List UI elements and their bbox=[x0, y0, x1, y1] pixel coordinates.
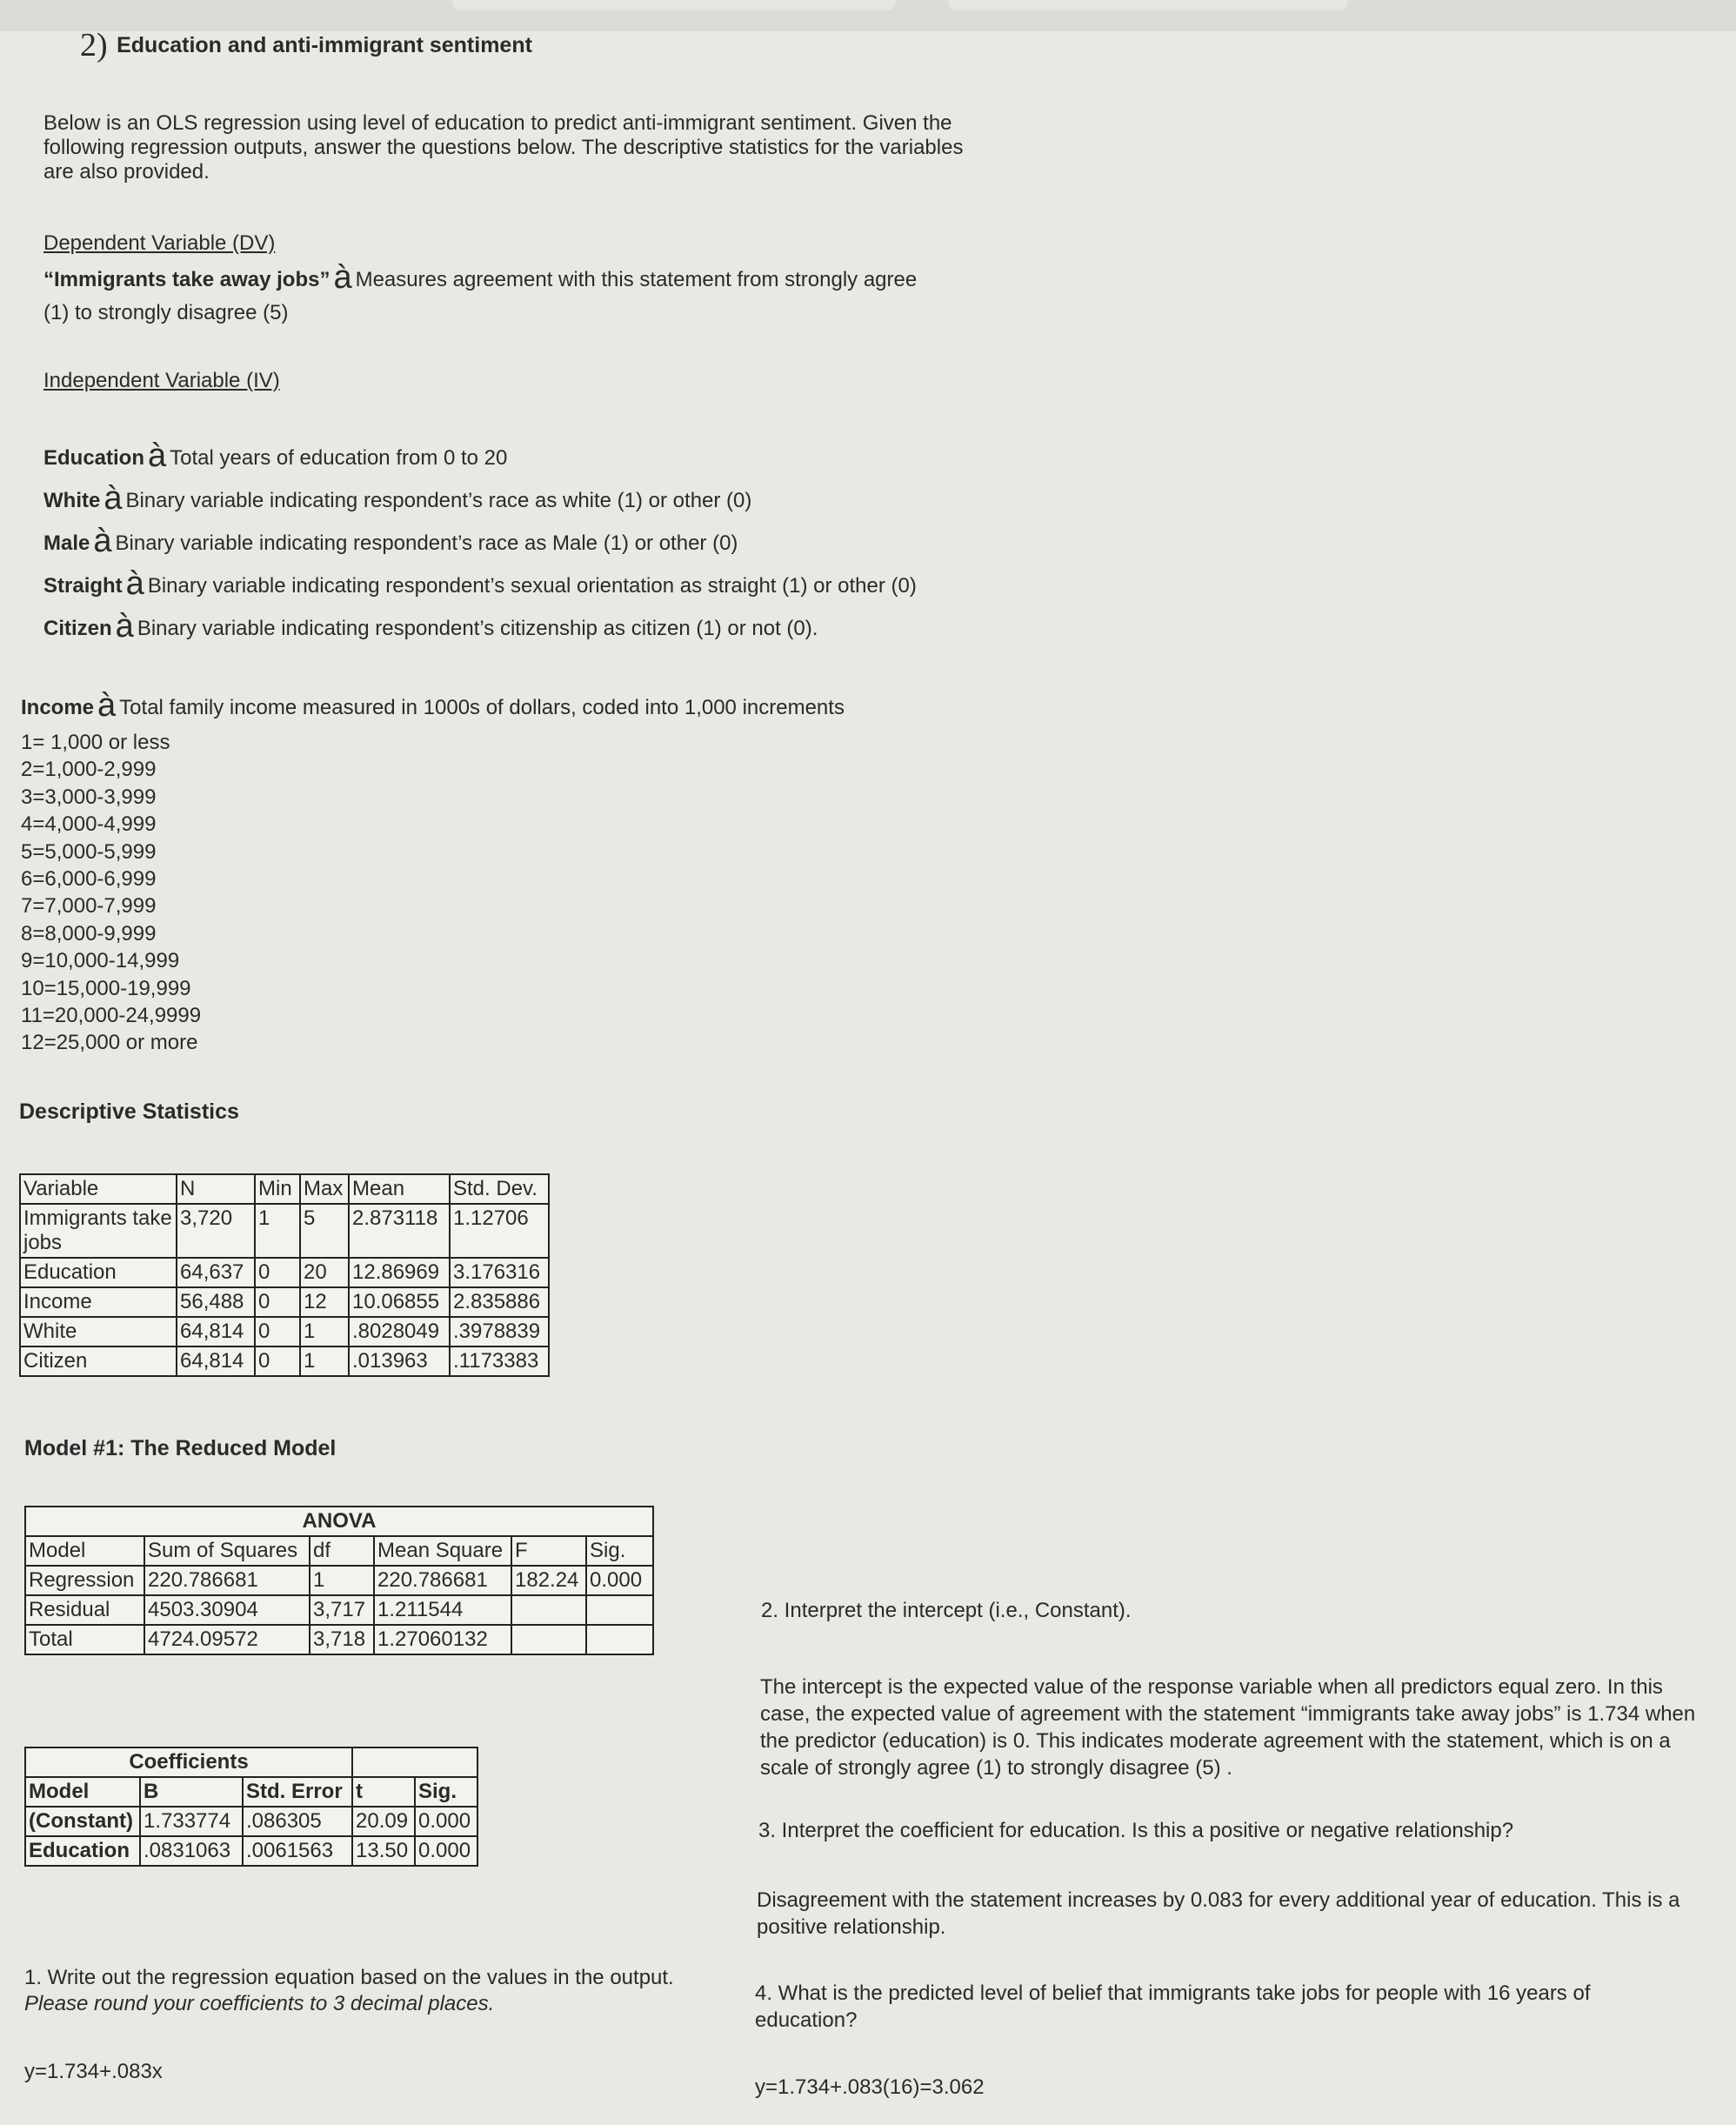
table-cell: Citizen bbox=[20, 1347, 177, 1376]
header-cell: t bbox=[352, 1777, 415, 1807]
table-cell: White bbox=[20, 1317, 177, 1347]
table-row bbox=[25, 1625, 653, 1654]
header-cell: Model bbox=[25, 1777, 140, 1807]
table-cell: 220.786681 bbox=[374, 1566, 511, 1595]
header-cell: Variable bbox=[20, 1174, 177, 1204]
header-cell: Model bbox=[25, 1536, 144, 1566]
iv-desc: Binary variable indicating respondent’s race as Male (1) or other (0) bbox=[115, 531, 738, 555]
q1-instruction: Please round your coefficients to 3 decimal places. bbox=[24, 1992, 495, 2015]
table-row bbox=[20, 1258, 549, 1287]
table-cell: Education bbox=[20, 1258, 177, 1287]
table-cell bbox=[511, 1595, 586, 1625]
income-code: 5=5,000-5,999 bbox=[21, 839, 157, 864]
header-cell: Sig. bbox=[415, 1777, 477, 1807]
table-cell: 0.000 bbox=[415, 1807, 477, 1836]
table-cell: 3,718 bbox=[310, 1625, 374, 1654]
descriptives-table bbox=[19, 1173, 550, 1377]
table-cell bbox=[511, 1625, 586, 1654]
arrow-glyph: à bbox=[333, 259, 352, 296]
table-cell: 0 bbox=[255, 1287, 300, 1317]
iv-item-citizen bbox=[43, 608, 818, 645]
header-cell: Std. Dev. bbox=[450, 1174, 549, 1204]
iv-desc: Total years of education from 0 to 20 bbox=[170, 446, 508, 470]
table-cell: .8028049 bbox=[349, 1317, 450, 1347]
arrow-glyph: à bbox=[93, 523, 112, 559]
table-row bbox=[25, 1836, 477, 1866]
table-cell: .1173383 bbox=[450, 1347, 549, 1376]
income-code: 7=7,000-7,999 bbox=[21, 894, 157, 919]
iv-name: Male bbox=[43, 531, 90, 555]
q1-answer: y=1.734+.083x bbox=[24, 2060, 163, 2083]
income-code: 3=3,000-3,999 bbox=[21, 785, 157, 809]
dv-line bbox=[43, 259, 917, 297]
table-cell: 182.24 bbox=[511, 1566, 586, 1595]
table-cell: 12.86969 bbox=[349, 1258, 450, 1287]
income-code: 8=8,000-9,999 bbox=[21, 921, 157, 946]
income-code: 11=20,000-24,9999 bbox=[21, 1004, 202, 1028]
section-title bbox=[80, 26, 532, 64]
header-cell: Sig. bbox=[586, 1536, 653, 1566]
top-tab-shape bbox=[948, 0, 1348, 10]
table-row bbox=[25, 1566, 653, 1595]
anova-caption: ANOVA bbox=[25, 1507, 653, 1536]
table-cell: Regression bbox=[25, 1566, 144, 1595]
iv-name: Citizen bbox=[43, 617, 112, 640]
income-desc: Total family income measured in 1000s of dollars, coded into 1,000 increments bbox=[119, 696, 845, 719]
iv-item-male bbox=[43, 523, 738, 560]
iv-desc: Binary variable indicating respondent’s citizenship as citizen (1) or not (0). bbox=[137, 617, 818, 640]
table-cell: Income bbox=[20, 1287, 177, 1317]
q4-text: 4. What is the predicted level of belief that immigrants take jobs for people with 16 years of education? bbox=[755, 1981, 1591, 2032]
table-cell: 1 bbox=[255, 1204, 300, 1258]
top-tab-shape bbox=[452, 0, 896, 10]
table-cell: 0 bbox=[255, 1317, 300, 1347]
table-cell: Immigrants take jobs bbox=[20, 1204, 177, 1258]
table-cell: 3,717 bbox=[310, 1595, 374, 1625]
iv-name: Straight bbox=[43, 574, 123, 598]
header-cell: Mean bbox=[349, 1174, 450, 1204]
iv-item-education bbox=[43, 438, 507, 475]
table-cell: .086305 bbox=[243, 1807, 352, 1836]
caption-spacer-cell bbox=[352, 1747, 477, 1777]
table-cell: 0.000 bbox=[586, 1566, 653, 1595]
table-header-row bbox=[25, 1777, 477, 1807]
table-cell: 10.06855 bbox=[349, 1287, 450, 1317]
coefficients-table bbox=[24, 1747, 478, 1867]
iv-heading: Independent Variable (IV) bbox=[43, 369, 280, 392]
iv-desc: Binary variable indicating respondent’s race as white (1) or other (0) bbox=[125, 489, 752, 512]
iv-name: White bbox=[43, 489, 101, 512]
q1-text: 1. Write out the regression equation based on the values in the output. bbox=[24, 1966, 674, 1989]
iv-name: Education bbox=[43, 446, 145, 470]
table-cell: 0.000 bbox=[415, 1836, 477, 1866]
header-cell: Max bbox=[300, 1174, 349, 1204]
table-cell: 56,488 bbox=[177, 1287, 255, 1317]
header-cell: Std. Error bbox=[243, 1777, 352, 1807]
table-caption-row bbox=[25, 1507, 653, 1536]
table-cell: 1 bbox=[300, 1347, 349, 1376]
section-number: 2) bbox=[80, 27, 108, 63]
table-cell: 1.12706 bbox=[450, 1204, 549, 1258]
table-cell: 4724.09572 bbox=[144, 1625, 310, 1654]
income-code: 10=15,000-19,999 bbox=[21, 976, 191, 1000]
table-cell: 64,637 bbox=[177, 1258, 255, 1287]
arrow-glyph: à bbox=[115, 608, 134, 645]
dv-desc: Measures agreement with this statement from strongly agree bbox=[355, 268, 918, 291]
dv-heading: Dependent Variable (DV) bbox=[43, 231, 276, 255]
table-cell: 0 bbox=[255, 1258, 300, 1287]
table-cell: 20.09 bbox=[352, 1807, 415, 1836]
table-row bbox=[20, 1347, 549, 1376]
table-cell: 1 bbox=[300, 1317, 349, 1347]
table-cell: .3978839 bbox=[450, 1317, 549, 1347]
table-cell: 3,720 bbox=[177, 1204, 255, 1258]
q3-text: 3. Interpret the coefficient for education. Is this a positive or negative relationship? bbox=[758, 1819, 1514, 1842]
intro-paragraph: Below is an OLS regression using level of education to predict anti-immigrant sentiment. Given the following regression outputs, answer the questions below. The descriptive statistics for the variables are also provided. bbox=[43, 111, 964, 184]
table-header-row bbox=[20, 1174, 549, 1204]
table-cell: .0831063 bbox=[140, 1836, 243, 1866]
income-code: 1= 1,000 or less bbox=[21, 731, 170, 754]
table-cell: 1 bbox=[310, 1566, 374, 1595]
table-cell: 0 bbox=[255, 1347, 300, 1376]
table-cell: (Constant) bbox=[25, 1807, 140, 1836]
table-cell: Total bbox=[25, 1625, 144, 1654]
arrow-glyph: à bbox=[97, 687, 117, 724]
table-cell: 3.176316 bbox=[450, 1258, 549, 1287]
income-code: 4=4,000-4,999 bbox=[21, 812, 157, 837]
income-code: 2=1,000-2,999 bbox=[21, 758, 157, 782]
table-caption-row bbox=[25, 1747, 477, 1777]
header-cell: B bbox=[140, 1777, 243, 1807]
q2-text: 2. Interpret the intercept (i.e., Constant). bbox=[761, 1599, 1132, 1622]
table-row bbox=[25, 1595, 653, 1625]
q3-answer: Disagreement with the statement increases by 0.083 for every additional year of education. This is a positive relationship. bbox=[757, 1888, 1680, 1939]
table-row bbox=[25, 1807, 477, 1836]
income-code: 9=10,000-14,999 bbox=[21, 949, 180, 973]
table-cell: 2.873118 bbox=[349, 1204, 450, 1258]
table-cell: 64,814 bbox=[177, 1347, 255, 1376]
arrow-glyph: à bbox=[148, 438, 167, 474]
dv-desc-cont: (1) to strongly disagree (5) bbox=[43, 301, 289, 324]
coefficients-caption: Coefficients bbox=[25, 1747, 352, 1777]
anova-table bbox=[24, 1506, 654, 1655]
table-cell: .0061563 bbox=[243, 1836, 352, 1866]
header-cell: df bbox=[310, 1536, 374, 1566]
model1-heading: Model #1: The Reduced Model bbox=[24, 1436, 337, 1460]
table-cell: 2.835886 bbox=[450, 1287, 549, 1317]
table-cell: 1.211544 bbox=[374, 1595, 511, 1625]
table-cell: Education bbox=[25, 1836, 140, 1866]
q2-answer: The intercept is the expected value of the response variable when all predictors equal zero. In this case, the expected value of agreement with the statement “immigrants take away jobs” is 1.734 when the predictor (education) is 0. This indicates moderate agreement with the statement, which is on a scale of strongly agree (1) to strongly disagree (5) . bbox=[760, 1675, 1696, 1780]
header-cell: Mean Square bbox=[374, 1536, 511, 1566]
header-cell: N bbox=[177, 1174, 255, 1204]
table-cell: 13.50 bbox=[352, 1836, 415, 1866]
table-row bbox=[20, 1317, 549, 1347]
table-cell: 5 bbox=[300, 1204, 349, 1258]
income-code-list bbox=[21, 729, 201, 1057]
iv-item-white bbox=[43, 480, 751, 518]
table-header-row bbox=[25, 1536, 653, 1566]
section-heading: Education and anti-immigrant sentiment bbox=[117, 32, 532, 57]
table-cell bbox=[586, 1625, 653, 1654]
dv-name: “Immigrants take away jobs” bbox=[43, 268, 331, 291]
q4-answer: y=1.734+.083(16)=3.062 bbox=[755, 2075, 985, 2099]
income-line bbox=[21, 687, 845, 725]
header-cell: Min bbox=[255, 1174, 300, 1204]
table-cell: 12 bbox=[300, 1287, 349, 1317]
income-code: 12=25,000 or more bbox=[21, 1031, 198, 1055]
iv-item-straight bbox=[43, 565, 917, 603]
arrow-glyph: à bbox=[125, 565, 144, 602]
table-cell: 1.733774 bbox=[140, 1807, 243, 1836]
iv-desc: Binary variable indicating respondent’s sexual orientation as straight (1) or other (0) bbox=[147, 574, 917, 598]
table-row bbox=[20, 1204, 549, 1258]
header-cell: Sum of Squares bbox=[144, 1536, 310, 1566]
table-cell: 4503.30904 bbox=[144, 1595, 310, 1625]
table-cell: Residual bbox=[25, 1595, 144, 1625]
table-cell: 64,814 bbox=[177, 1317, 255, 1347]
table-cell: 20 bbox=[300, 1258, 349, 1287]
table-row bbox=[20, 1287, 549, 1317]
descriptives-heading: Descriptive Statistics bbox=[19, 1099, 239, 1124]
income-name: Income bbox=[21, 696, 95, 719]
table-cell bbox=[586, 1595, 653, 1625]
table-cell: 220.786681 bbox=[144, 1566, 310, 1595]
table-cell: .013963 bbox=[349, 1347, 450, 1376]
income-code: 6=6,000-6,999 bbox=[21, 867, 157, 892]
table-cell: 1.27060132 bbox=[374, 1625, 511, 1654]
arrow-glyph: à bbox=[103, 480, 123, 517]
header-cell: F bbox=[511, 1536, 586, 1566]
